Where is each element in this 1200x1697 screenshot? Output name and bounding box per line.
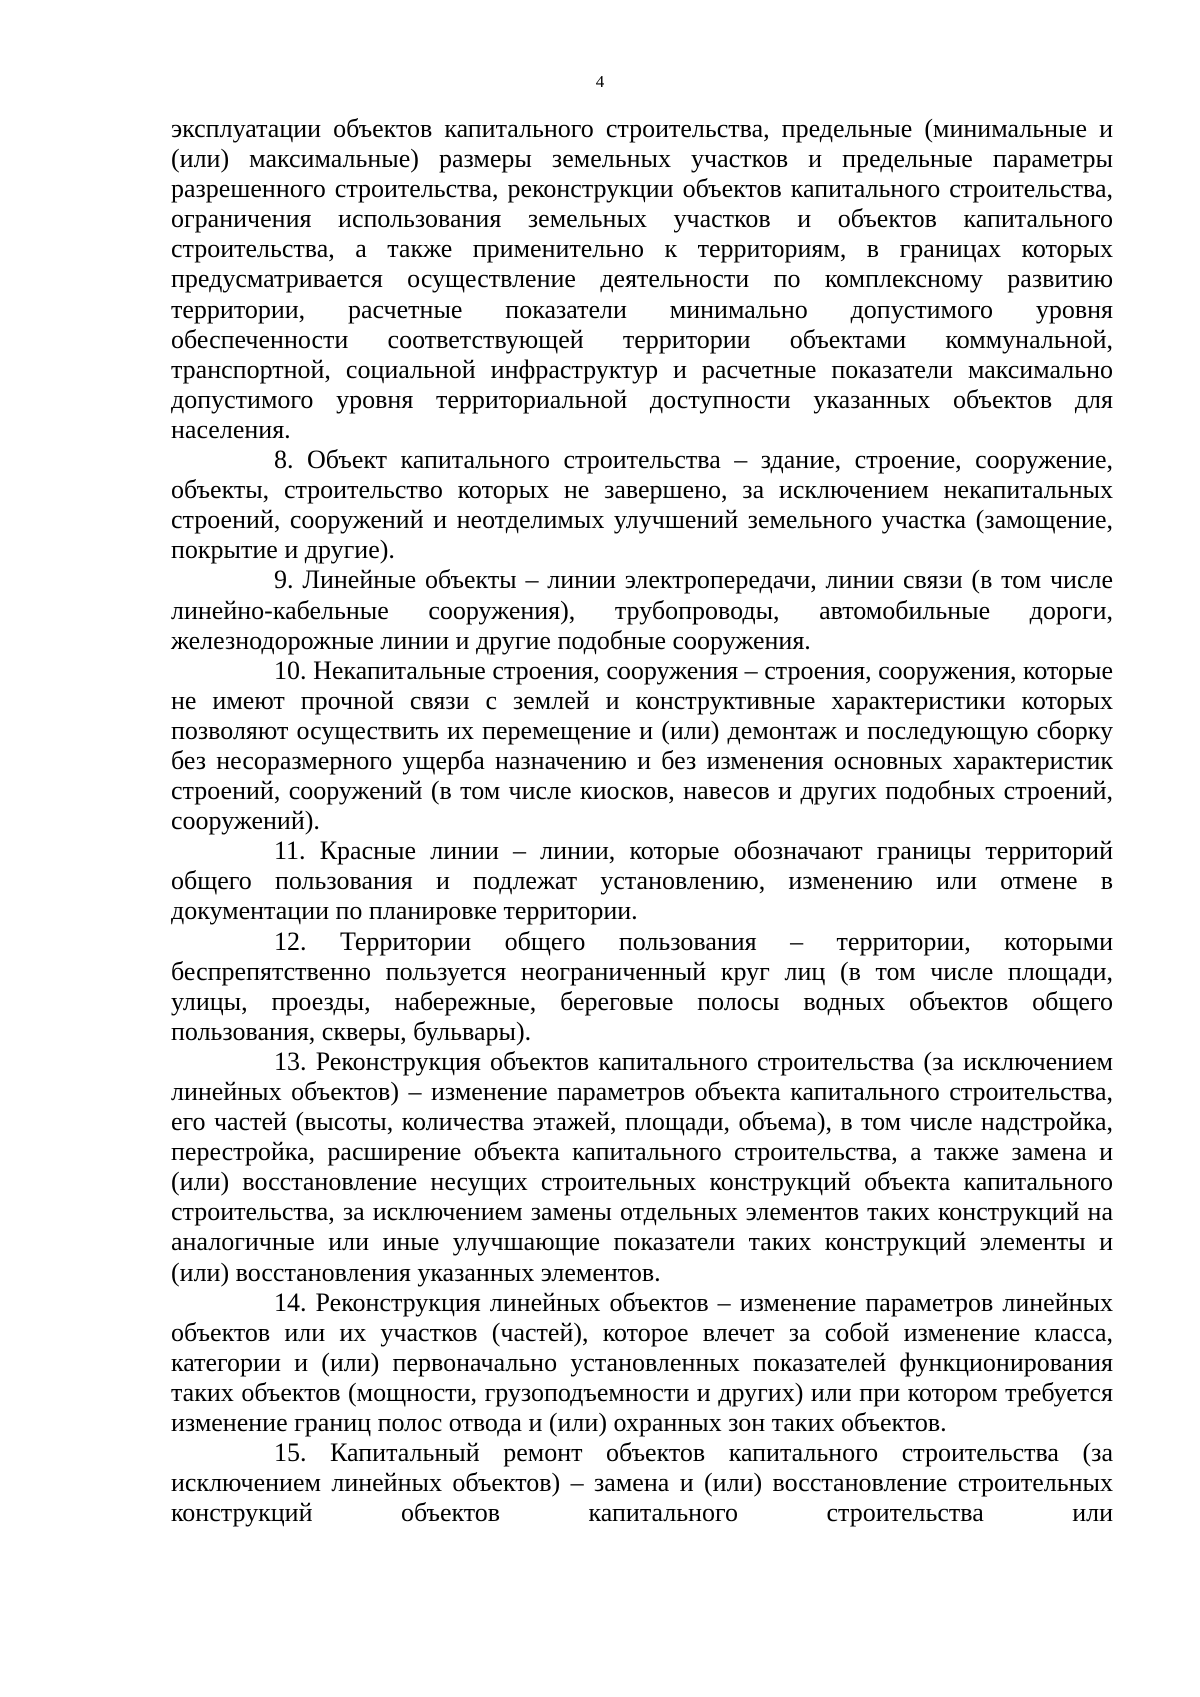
paragraph-text: Капитальный ремонт объектов капитального строительства (за исключением линейных объектов) – замена и (или) восстановление строительных конструкций объектов капитального строительства или (171, 1438, 1113, 1528)
paragraph-number: 12. (274, 926, 307, 956)
paragraph-number: 14. (274, 1287, 307, 1317)
paragraph-text: Объект капитального строительства – здание, строение, сооружение, объекты, строительство которых не завершено, за исключением некапитальных строений, сооружений и неотделимых улучшений земельного участка (замощение, покрытие и другие). (171, 445, 1114, 565)
paragraph-9 (171, 565, 1113, 655)
paragraph-text: Красные линии – линии, которые обозначают границы территорий общего пользования и подлежат установлению, изменению или отмене в документации по планировке территории. (171, 836, 1114, 926)
paragraph-13 (171, 1047, 1113, 1288)
paragraph-continuation (171, 114, 1113, 445)
paragraph-number: 13. (274, 1046, 307, 1076)
document-body (171, 114, 1113, 1528)
paragraph-text: Некапитальные строения, сооружения – строения, сооружения, которые не имеют прочной связи с землей и конструктивные характеристики которых позволяют осуществить их перемещение и (или) демонтаж и последующую сборку без несоразмерного ущерба назначению и без изменения основных характеристик строений, сооружений (в том числе киосков, навесов и других подобных строений, сооружений). (171, 655, 1113, 836)
paragraph-15 (171, 1438, 1113, 1528)
paragraph-12 (171, 927, 1113, 1047)
paragraph-11 (171, 836, 1113, 926)
paragraph-10 (171, 656, 1113, 837)
paragraph-number: 9. (274, 565, 294, 595)
paragraph-text: эксплуатации объектов капитального строительства, предельные (минимальные и (или) максимальные) размеры земельных участков и предельные параметры разрешенного строительства, реконструкции объектов капитального строительства, ограничения использования земельных участков и объектов капитального строительства, а также применительно к территориям, в границах которых предусматривается осуществление деятельности по комплексному развитию территории, расчетные показатели минимально допустимого уровня обеспеченности соответствующей территории объектами коммунальной, транспортной, социальной инфраструктур и расчетные показатели максимально допустимого уровня территориальной доступности указанных объектов для населения. (171, 114, 1113, 444)
paragraph-number: 10. (274, 655, 307, 685)
paragraph-number: 8. (274, 445, 294, 475)
paragraph-number: 15. (274, 1438, 307, 1468)
paragraph-8 (171, 445, 1113, 565)
paragraph-14 (171, 1288, 1113, 1438)
paragraph-text: Реконструкция линейных объектов – изменение параметров линейных объектов или их участков (частей), которое влечет за собой изменение класса, категории и (или) первоначально установленных показателей функционирования таких объектов (мощности, грузоподъемности и других) или при котором требуется изменение границ полос отвода и (или) охранных зон таких объектов. (171, 1287, 1113, 1438)
paragraph-text: Линейные объекты – линии электропередачи, линии связи (в том числе линейно-кабельные сооружения), трубопроводы, автомобильные дороги, железнодорожные линии и другие подобные сооружения. (171, 565, 1113, 655)
paragraph-text: Реконструкция объектов капитального строительства (за исключением линейных объектов) – изменение параметров объекта капитального строительства, его частей (высоты, количества этажей, площади, объема), в том числе надстройка, перестройка, расширение объекта капитального строительства, а также замена и (или) восстановление несущих строительных конструкций объекта капитального строительства, за исключением замены отдельных элементов таких конструкций на аналогичные или иные улучшающие показатели таких конструкций элементы и (или) восстановления указанных элементов. (171, 1046, 1114, 1287)
paragraph-number: 11. (274, 836, 306, 866)
page-number: 4 (595, 72, 605, 91)
paragraph-text: Территории общего пользования – территории, которыми беспрепятственно пользуется неограниченный круг лиц (в том числе площади, улицы, проезды, набережные, береговые полосы водных объектов общего пользования, скверы, бульвары). (171, 926, 1113, 1046)
